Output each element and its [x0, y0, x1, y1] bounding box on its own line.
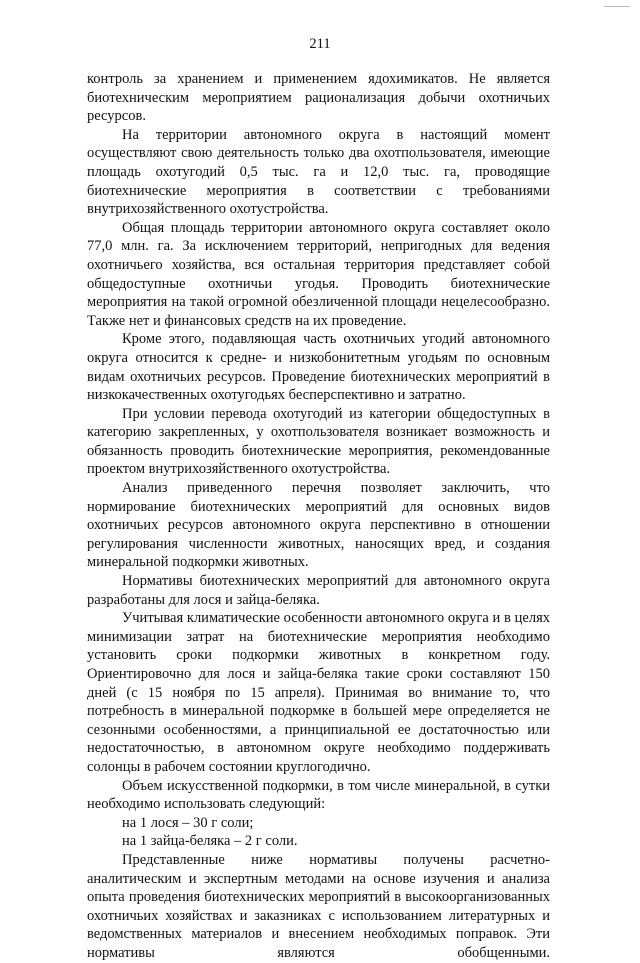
page-number: 211	[309, 36, 331, 52]
paragraph: Анализ приведенного перечня позволяет заключить, что нормирование биотехнических мероприятий для основных видов охотничьих ресурсов автономного округа перспективно в отношении регулирования численности животных, наносящих вред, и создания минеральной подкормки животных.	[87, 480, 550, 571]
scan-corner-mark	[604, 0, 630, 7]
paragraph: Представленные ниже нормативы получены расчетно-аналитическим и экспертным методами на основе изучения и анализа опыта проведения биотехнических мероприятий в высокоорганизованных охотничьих хозяйствах и заказниках с использованием литературных и ведомственных материалов и внесением необходимых поправок. Эти нормативы являются обобщенными.	[87, 851, 550, 961]
body-text	[87, 70, 550, 963]
paragraph: При условии перевода охотугодий из категории общедоступных в категорию закрепленных, у охотпользователя возникает возможность и обязанность проводить биотехнические мероприятия, рекомендованные проектом внутрихозяйственного охотустройства.	[87, 405, 550, 478]
paragraph: Объем искусственной подкормки, в том числе минеральной, в сутки необходимо использовать следующий:	[87, 777, 550, 813]
list-item: на 1 лося – 30 г соли;	[122, 814, 254, 831]
paragraph: Общая площадь территории автономного округа составляет около 77,0 млн. га. За исключением территорий, непригодных для ведения охотничьего хозяйства, вся остальная территория представляет собой общедоступные охотничьи угодья. Проводить биотехнические мероприятия на такой огромной обезличенной площади нецелесообразно. Также нет и финансовых средств на их проведение.	[87, 219, 550, 329]
paragraph: Нормативы биотехнических мероприятий для автономного округа разработаны для лося и зайца-беляка.	[87, 573, 550, 608]
list-item: на 1 зайца-беляка – 2 г соли.	[122, 833, 298, 850]
paragraph: На территории автономного округа в настоящий момент осуществляют свою деятельность только два охотпользователя, имеющие площадь охотугодий 0,5 тыс. га и 12,0 тыс. га, проводящие биотехнические мероприятия в соответствии с требованиями внутрихозяйственного охотустройства.	[87, 126, 550, 218]
paragraph: Кроме этого, подавляющая часть охотничьих угодий автономного округа относится к средне- и низкобонитетным угодьям по основным видам охотничьих ресурсов. Проведение биотехнических мероприятий в низкокачественных охотугодьях бесперспективно и затратно.	[87, 331, 550, 404]
paragraph-continuation: контроль за хранением и применением ядохимикатов. Не является биотехническим мероприятием рационализация добычи охотничьих ресурсов.	[87, 71, 550, 125]
paragraph: Учитывая климатические особенности автономного округа и в целях минимизации затрат на биотехнические мероприятия необходимо установить сроки подкормки животных в конкретном году. Ориентировочно для лося и зайца-беляка такие сроки составляют 150 дней (с 15 ноября по 15 апреля). Принимая во внимание то, что потребность в минеральной подкормке в большей мере определяется не сезонными особенностями, а принципиальной ее достаточностью или недостаточностью, в автономном округе необходимо поддерживать солонцы в рабочем состоянии круглогодично.	[87, 610, 550, 775]
